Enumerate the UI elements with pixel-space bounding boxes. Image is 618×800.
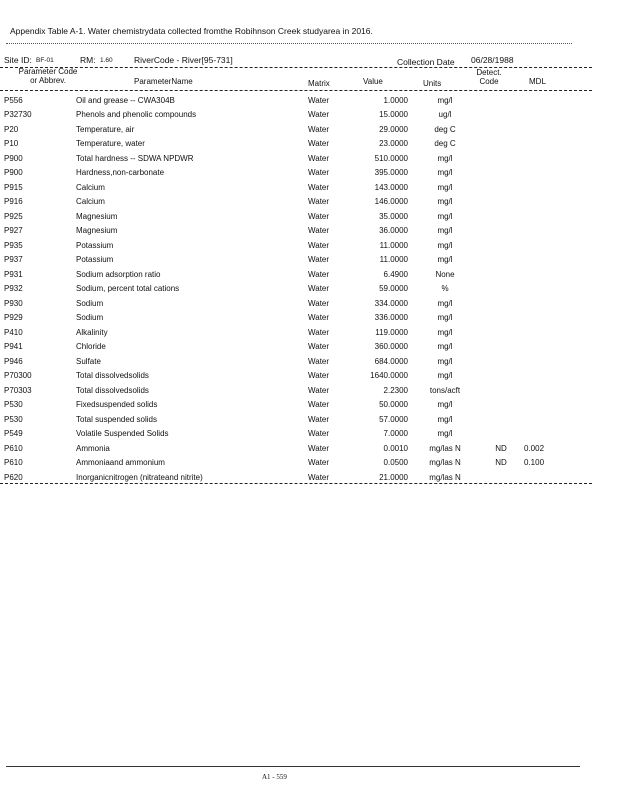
row-parameter-name: Alkalinity	[76, 327, 108, 337]
column-header-code-line1: Parameter Code	[18, 67, 78, 76]
row-mdl	[520, 282, 564, 297]
row-value: 2.2300	[383, 385, 408, 395]
row-code: P915	[4, 182, 23, 192]
row-value: 395.0000	[374, 168, 408, 178]
row-code: P530	[4, 414, 23, 424]
row-value: 336.0000	[374, 313, 408, 323]
row-code: P410	[4, 327, 23, 337]
row-value: 23.0000	[379, 139, 408, 149]
row-matrix: Water	[308, 327, 330, 337]
table-row	[4, 151, 564, 166]
row-parameter-name: Magnesium	[76, 211, 118, 221]
table-row	[4, 166, 564, 181]
table-row	[4, 267, 564, 282]
row-detect-code	[482, 195, 520, 210]
column-header-code-line2: or Abbrev.	[30, 76, 66, 85]
row-mdl	[520, 180, 564, 195]
column-header-matrix: Matrix	[308, 79, 330, 88]
row-units: mg/l	[437, 182, 453, 192]
row-units: deg C	[434, 139, 456, 149]
column-header-detect-line1: Detect.	[476, 68, 502, 77]
column-header-code	[14, 67, 82, 85]
row-parameter-name: Sodium	[76, 313, 104, 323]
row-parameter-name: Phenols and phenolic compounds	[76, 110, 197, 120]
row-parameter-name: Oil and grease -- CWA304B	[76, 95, 175, 105]
row-value: 684.0000	[374, 356, 408, 366]
table-row	[4, 282, 564, 297]
row-detect-code	[482, 383, 520, 398]
row-value: 59.0000	[379, 284, 408, 294]
row-value: 35.0000	[379, 211, 408, 221]
table-end-rule	[0, 483, 592, 484]
row-code: P916	[4, 197, 23, 207]
table-row	[4, 325, 564, 340]
row-mdl	[520, 383, 564, 398]
row-parameter-name: Total suspended solids	[76, 414, 157, 424]
row-mdl	[520, 412, 564, 427]
row-parameter-name: Magnesium	[76, 226, 118, 236]
table-row	[4, 427, 564, 442]
row-parameter-name: Potassium	[76, 240, 114, 250]
row-value: 57.0000	[379, 414, 408, 424]
row-detect-code	[482, 296, 520, 311]
row-value: 119.0000	[375, 327, 408, 337]
row-mdl	[520, 398, 564, 413]
row-mdl	[520, 253, 564, 268]
row-value: 6.4900	[383, 269, 408, 279]
row-matrix: Water	[308, 168, 330, 178]
row-detect-code	[482, 282, 520, 297]
row-mdl	[520, 311, 564, 326]
row-parameter-name: Fixedsuspended solids	[76, 400, 158, 410]
row-units: mg/l	[437, 371, 453, 381]
row-mdl	[520, 340, 564, 355]
site-id-value: BF-01	[36, 57, 54, 64]
row-code: P900	[4, 153, 23, 163]
row-value: 1640.0000	[370, 371, 408, 381]
row-code: P932	[4, 284, 23, 294]
row-code: P610	[4, 458, 23, 468]
row-parameter-name: Total hardness -- SDWA NPDWR	[76, 153, 194, 163]
row-parameter-name: Inorganicnitrogen (nitrateand nitrite)	[76, 472, 203, 482]
row-value: 29.0000	[379, 124, 408, 134]
row-parameter-name: Ammoniaand ammonium	[76, 458, 165, 468]
row-code: P10	[4, 139, 19, 149]
row-units: mg/l	[437, 197, 453, 207]
row-parameter-name: Total dissolvedsolids	[76, 371, 149, 381]
column-header-name: ParameterName	[134, 77, 193, 86]
row-units: ug/l	[438, 110, 452, 120]
row-matrix: Water	[308, 371, 330, 381]
row-units: mg/l	[437, 95, 453, 105]
row-mdl	[520, 224, 564, 239]
row-mdl: 0.002	[524, 443, 545, 453]
row-units: mg/las N	[429, 443, 461, 453]
table-row	[4, 253, 564, 268]
row-parameter-name: Temperature, air	[76, 124, 135, 134]
row-units: mg/l	[437, 298, 453, 308]
row-units: mg/l	[437, 211, 453, 221]
caption-divider	[6, 43, 572, 44]
row-parameter-name: Calcium	[76, 182, 105, 192]
row-code: P530	[4, 400, 23, 410]
row-parameter-name: Volatile Suspended Solids	[76, 429, 169, 439]
row-detect-code: ND	[495, 443, 507, 453]
row-parameter-name: Sodium	[76, 298, 104, 308]
row-mdl	[520, 354, 564, 369]
row-parameter-name: Chloride	[76, 342, 106, 352]
table-row	[4, 311, 564, 326]
row-units: mg/l	[437, 313, 453, 323]
row-units: mg/l	[437, 240, 453, 250]
row-value: 36.0000	[379, 226, 408, 236]
row-units: mg/l	[437, 429, 453, 439]
row-detect-code	[482, 412, 520, 427]
table-row	[4, 398, 564, 413]
site-id-label: Site ID:	[4, 55, 32, 65]
table-row	[4, 238, 564, 253]
row-detect-code: ND	[495, 458, 507, 468]
row-code: P556	[4, 95, 23, 105]
row-matrix: Water	[308, 298, 330, 308]
row-parameter-name: Potassium	[76, 255, 114, 265]
row-units: mg/l	[437, 327, 453, 337]
row-detect-code	[482, 354, 520, 369]
row-mdl	[520, 209, 564, 224]
row-matrix: Water	[308, 342, 330, 352]
row-detect-code	[482, 325, 520, 340]
header-bottom-rule	[0, 90, 592, 91]
table-row	[4, 108, 564, 123]
row-detect-code	[482, 93, 520, 108]
table-row	[4, 224, 564, 239]
table-body	[4, 93, 564, 485]
row-units: mg/l	[437, 168, 453, 178]
table-row	[4, 195, 564, 210]
row-detect-code	[482, 398, 520, 413]
row-matrix: Water	[308, 139, 330, 149]
row-code: P620	[4, 472, 23, 482]
row-detect-code	[482, 122, 520, 137]
row-matrix: Water	[308, 400, 330, 410]
row-units: mg/l	[437, 226, 453, 236]
rm-label: RM:	[80, 55, 96, 65]
table-row	[4, 383, 564, 398]
row-parameter-name: Hardness,non-carbonate	[76, 168, 165, 178]
table-caption: Appendix Table A-1. Water chemistrydata collected fromthe Robihnson Creek studyarea in 2016.	[10, 26, 373, 36]
row-code: P20	[4, 124, 19, 134]
row-matrix: Water	[308, 356, 330, 366]
table-row	[4, 412, 564, 427]
row-units: deg C	[434, 124, 456, 134]
row-value: 334.0000	[374, 298, 408, 308]
row-code: P937	[4, 255, 23, 265]
row-mdl	[520, 325, 564, 340]
row-matrix: Water	[308, 211, 330, 221]
row-mdl	[520, 93, 564, 108]
row-value: 1.0000	[383, 95, 408, 105]
page-number: A1 - 559	[262, 773, 287, 781]
column-header-detect	[473, 68, 505, 86]
row-detect-code	[482, 267, 520, 282]
row-matrix: Water	[308, 240, 330, 250]
row-matrix: Water	[308, 458, 330, 468]
row-matrix: Water	[308, 472, 330, 482]
row-code: P70303	[4, 385, 32, 395]
row-units: mg/las N	[429, 458, 461, 468]
footer-rule	[6, 766, 580, 767]
row-detect-code	[482, 151, 520, 166]
table-row	[4, 93, 564, 108]
row-detect-code	[482, 369, 520, 384]
row-code: P946	[4, 356, 23, 366]
row-matrix: Water	[308, 429, 330, 439]
row-value: 0.0010	[383, 443, 408, 453]
column-header-units: Units	[423, 79, 442, 88]
row-detect-code	[482, 166, 520, 181]
row-matrix: Water	[308, 95, 330, 105]
row-units: mg/l	[437, 342, 453, 352]
row-units: %	[441, 284, 449, 294]
table-row	[4, 456, 564, 471]
row-mdl: 0.100	[524, 458, 545, 468]
row-value: 21.0000	[379, 472, 408, 482]
row-detect-code	[482, 427, 520, 442]
row-code: P929	[4, 313, 23, 323]
row-parameter-name: Calcium	[76, 197, 105, 207]
row-code: P70300	[4, 371, 32, 381]
row-detect-code	[482, 180, 520, 195]
river-code: RiverCode - River[95-731]	[134, 55, 233, 65]
row-detect-code	[482, 238, 520, 253]
row-mdl	[520, 137, 564, 152]
row-parameter-name: Sulfate	[76, 356, 101, 366]
row-matrix: Water	[308, 414, 330, 424]
collection-date-label: Collection Date	[397, 57, 455, 67]
row-value: 360.0000	[374, 342, 408, 352]
column-header-detect-line2: Code	[479, 77, 499, 86]
table-row	[4, 122, 564, 137]
table-row	[4, 354, 564, 369]
row-mdl	[520, 296, 564, 311]
table-row	[4, 340, 564, 355]
row-value: 11.0000	[379, 240, 408, 250]
row-parameter-name: Temperature, water	[76, 139, 145, 149]
row-units: mg/l	[437, 356, 453, 366]
row-detect-code	[482, 253, 520, 268]
row-value: 50.0000	[379, 400, 408, 410]
row-value: 0.0500	[383, 458, 408, 468]
water-chemistry-table	[4, 93, 564, 485]
collection-date-value: 06/28/1988	[471, 55, 514, 65]
row-mdl	[520, 166, 564, 181]
row-detect-code	[482, 224, 520, 239]
row-code: P900	[4, 168, 23, 178]
row-mdl	[520, 151, 564, 166]
row-code: P32730	[4, 110, 32, 120]
row-matrix: Water	[308, 313, 330, 323]
table-row	[4, 209, 564, 224]
row-units: tons/acft	[429, 385, 461, 395]
row-detect-code	[482, 340, 520, 355]
row-value: 146.0000	[374, 197, 408, 207]
row-parameter-name: Sodium, percent total cations	[76, 284, 180, 294]
row-mdl	[520, 238, 564, 253]
row-matrix: Water	[308, 124, 330, 134]
table-row	[4, 441, 564, 456]
row-code: P941	[4, 342, 23, 352]
rm-value: 1.60	[100, 57, 113, 64]
row-matrix: Water	[308, 443, 330, 453]
row-mdl	[520, 427, 564, 442]
row-detect-code	[482, 108, 520, 123]
row-code: P930	[4, 298, 23, 308]
row-code: P925	[4, 211, 23, 221]
row-matrix: Water	[308, 182, 330, 192]
row-units: mg/l	[437, 153, 453, 163]
row-code: P931	[4, 269, 23, 279]
row-parameter-name: Ammonia	[76, 443, 110, 453]
row-matrix: Water	[308, 226, 330, 236]
column-header-value: Value	[363, 77, 383, 86]
row-detect-code	[482, 311, 520, 326]
row-mdl	[520, 267, 564, 282]
row-code: P927	[4, 226, 23, 236]
row-mdl	[520, 195, 564, 210]
row-units: mg/las N	[429, 472, 461, 482]
table-row	[4, 137, 564, 152]
row-code: P935	[4, 240, 23, 250]
row-mdl	[520, 369, 564, 384]
row-matrix: Water	[308, 385, 330, 395]
row-units: None	[435, 269, 455, 279]
row-matrix: Water	[308, 110, 330, 120]
row-matrix: Water	[308, 255, 330, 265]
row-units: mg/l	[437, 400, 453, 410]
row-mdl	[520, 122, 564, 137]
row-parameter-name: Sodium adsorption ratio	[76, 269, 161, 279]
row-mdl	[520, 108, 564, 123]
row-matrix: Water	[308, 153, 330, 163]
row-detect-code	[482, 209, 520, 224]
row-value: 143.0000	[374, 182, 408, 192]
table-row	[4, 369, 564, 384]
row-matrix: Water	[308, 284, 330, 294]
row-matrix: Water	[308, 197, 330, 207]
row-value: 11.0000	[379, 255, 408, 265]
row-detect-code	[482, 137, 520, 152]
row-value: 7.0000	[383, 429, 408, 439]
row-code: P549	[4, 429, 23, 439]
table-row	[4, 180, 564, 195]
column-header-mdl: MDL	[529, 77, 546, 86]
row-code: P610	[4, 443, 23, 453]
row-units: mg/l	[437, 255, 453, 265]
row-matrix: Water	[308, 269, 330, 279]
row-parameter-name: Total dissolvedsolids	[76, 385, 149, 395]
row-units: mg/l	[437, 414, 453, 424]
table-row	[4, 296, 564, 311]
row-value: 15.0000	[379, 110, 408, 120]
row-value: 510.0000	[374, 153, 408, 163]
